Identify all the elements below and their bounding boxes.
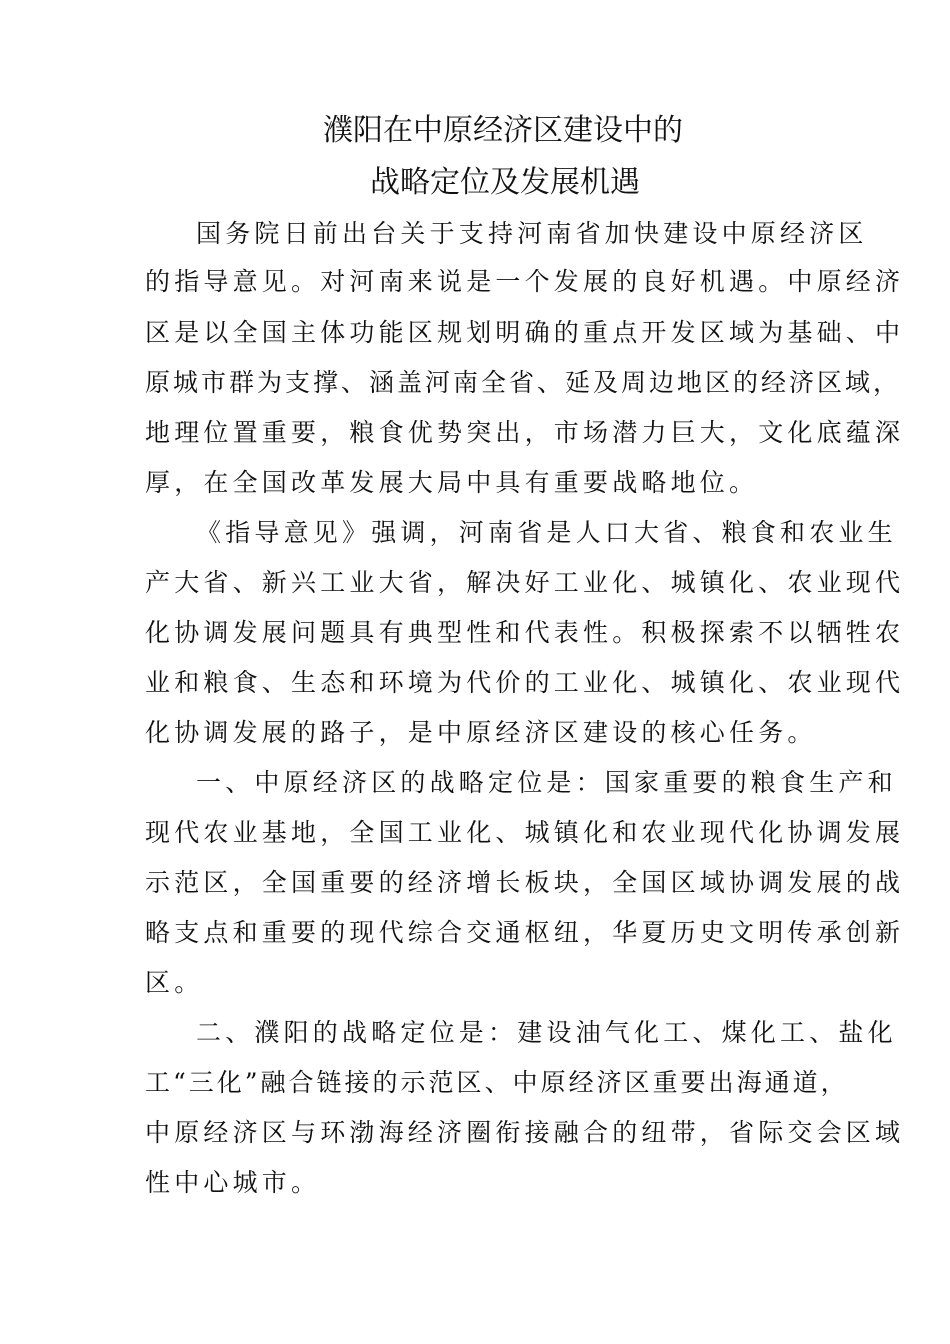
paragraph-4-line-4: 性中心城市。 <box>145 1168 321 1197</box>
document-title-line-2: 战略定位及发展机遇 <box>370 165 640 200</box>
paragraph-3-line-4: 略支点和重要的现代综合交通枢纽，华夏历史文明传承创新 <box>145 918 905 947</box>
paragraph-3-line-5: 区。 <box>145 968 204 997</box>
paragraph-3-line-2: 现代农业基地，全国工业化、城镇化和农业现代化协调发展 <box>145 818 905 847</box>
paragraph-1-line-5: 地理位置重要，粮食优势突出，市场潜力巨大，文化底蕴深 <box>145 418 905 447</box>
paragraph-3-line-3: 示范区，全国重要的经济增长板块，全国区域协调发展的战 <box>145 868 905 897</box>
paragraph-1-line-3: 区是以全国主体功能区规划明确的重点开发区域为基础、中 <box>145 318 905 347</box>
paragraph-2-line-3: 化协调发展问题具有典型性和代表性。积极探索不以牺牲农 <box>145 618 905 647</box>
paragraph-1-line-1: 国务院日前出台关于支持河南省加快建设中原经济区 <box>196 219 868 248</box>
document-title-line-1: 濮阳在中原经济区建设中的 <box>323 113 683 148</box>
paragraph-1-line-4: 原城市群为支撑、涵盖河南全省、延及周边地区的经济区域， <box>145 368 902 397</box>
paragraph-4-line-3: 中原经济区与环渤海经济圈衔接融合的纽带，省际交会区域 <box>145 1118 905 1147</box>
paragraph-2-line-2: 产大省、新兴工业大省，解决好工业化、城镇化、农业现代 <box>145 568 905 597</box>
paragraph-2-line-1: 《指导意见》强调，河南省是人口大省、粮食和农业生 <box>196 518 897 547</box>
paragraph-2-line-5: 化协调发展的路子，是中原经济区建设的核心任务。 <box>145 718 817 747</box>
paragraph-2-line-4: 业和粮食、生态和环境为代价的工业化、城镇化、农业现代 <box>145 668 905 697</box>
paragraph-1-line-6: 厚，在全国改革发展大局中具有重要战略地位。 <box>145 468 759 497</box>
paragraph-4-line-1: 二、濮阳的战略定位是：建设油气化工、煤化工、盐化 <box>196 1018 897 1047</box>
paragraph-1-line-2: 的指导意见。对河南来说是一个发展的良好机遇。中原经济 <box>145 267 905 296</box>
paragraph-4-line-2: 工“三化”融合链接的示范区、中原经济区重要出海通道， <box>145 1068 849 1097</box>
paragraph-3-line-1: 一、中原经济区的战略定位是：国家重要的粮食生产和 <box>196 768 897 797</box>
